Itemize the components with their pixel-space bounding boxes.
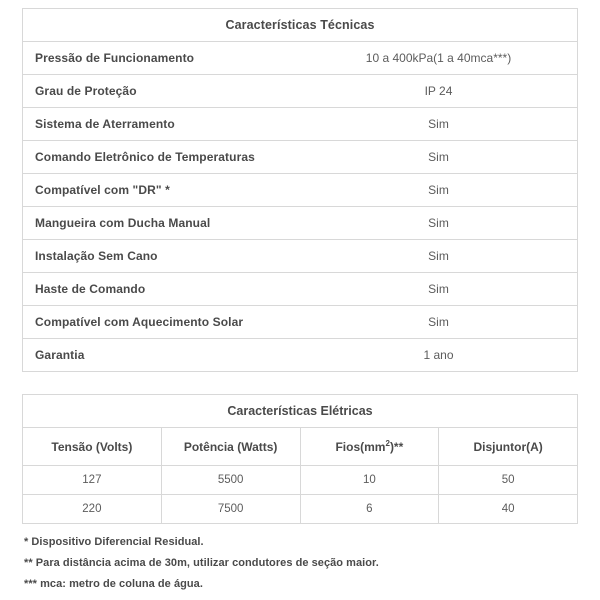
- row-value: IP 24: [300, 75, 578, 108]
- row-value: Sim: [300, 240, 578, 273]
- table-row: [23, 207, 578, 240]
- cell-fios: 10: [300, 466, 439, 495]
- row-label: Garantia: [23, 339, 301, 372]
- table-row: [23, 273, 578, 306]
- row-label: Sistema de Aterramento: [23, 108, 301, 141]
- table-row: [23, 42, 578, 75]
- table-row: [23, 75, 578, 108]
- row-label: Instalação Sem Cano: [23, 240, 301, 273]
- row-value: Sim: [300, 273, 578, 306]
- table-column-header-row: [23, 428, 578, 466]
- footnotes: [22, 536, 578, 590]
- table-row: [23, 240, 578, 273]
- cell-potencia: 7500: [161, 495, 300, 524]
- row-label: Compatível com Aquecimento Solar: [23, 306, 301, 339]
- column-header-fios-pre: Fios(mm: [335, 440, 386, 454]
- table-row: [23, 108, 578, 141]
- row-label: Grau de Proteção: [23, 75, 301, 108]
- row-value: Sim: [300, 174, 578, 207]
- column-header-fios-post: )**: [389, 440, 404, 454]
- table-row: [23, 466, 578, 495]
- cell-tensao: 220: [23, 495, 162, 524]
- table-header-row: [23, 9, 578, 42]
- row-value: Sim: [300, 207, 578, 240]
- column-header-potencia: Potência (Watts): [161, 428, 300, 466]
- footnote-2: ** Para distância acima de 30m, utilizar condutores de seção maior.: [24, 557, 379, 569]
- table-row: [23, 174, 578, 207]
- row-value: 1 ano: [300, 339, 578, 372]
- row-label: Mangueira com Ducha Manual: [23, 207, 301, 240]
- table-spacer: [22, 372, 578, 394]
- table-row: [23, 495, 578, 524]
- electrical-table-title: Características Elétricas: [23, 395, 578, 428]
- cell-tensao: 127: [23, 466, 162, 495]
- technical-characteristics-table: [22, 8, 578, 372]
- cell-disjuntor: 50: [439, 466, 578, 495]
- footnote-1: * Dispositivo Diferencial Residual.: [24, 536, 204, 548]
- column-header-fios: [300, 428, 439, 466]
- cell-disjuntor: 40: [439, 495, 578, 524]
- table-row: [23, 339, 578, 372]
- column-header-disjuntor: Disjuntor(A): [439, 428, 578, 466]
- row-value: Sim: [300, 306, 578, 339]
- row-label: Haste de Comando: [23, 273, 301, 306]
- electrical-characteristics-table: [22, 394, 578, 524]
- footnote-3: *** mca: metro de coluna de água.: [24, 578, 203, 590]
- column-header-fios-exponent: 2: [385, 439, 390, 448]
- row-label: Comando Eletrônico de Temperaturas: [23, 141, 301, 174]
- table-row: [23, 141, 578, 174]
- row-value: Sim: [300, 108, 578, 141]
- row-label: Compatível com "DR" *: [23, 174, 301, 207]
- cell-potencia: 5500: [161, 466, 300, 495]
- table-row: [23, 306, 578, 339]
- technical-table-title: Características Técnicas: [23, 9, 578, 42]
- row-value: 10 a 400kPa(1 a 40mca***): [300, 42, 578, 75]
- row-label: Pressão de Funcionamento: [23, 42, 301, 75]
- table-header-row: [23, 395, 578, 428]
- row-value: Sim: [300, 141, 578, 174]
- column-header-tensao: Tensão (Volts): [23, 428, 162, 466]
- cell-fios: 6: [300, 495, 439, 524]
